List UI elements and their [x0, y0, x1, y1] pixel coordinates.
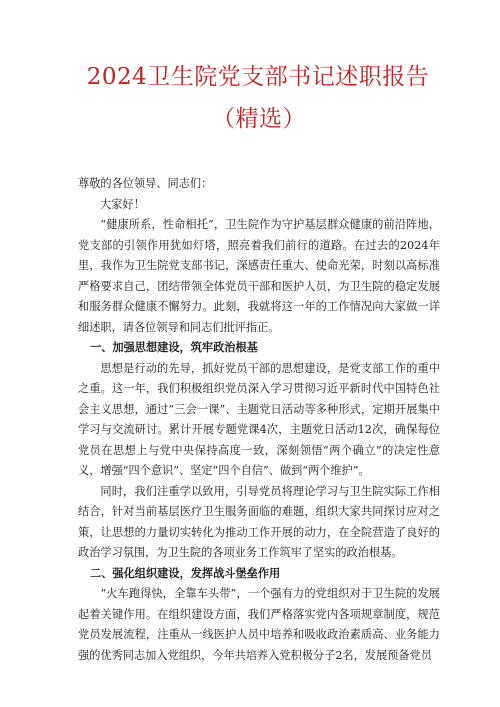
- salutation: 尊敬的各位领导、同志们：: [78, 177, 213, 190]
- document-subtitle: （精选）: [212, 106, 306, 132]
- section1-paragraph-2: 同时，我们注重学以致用，引导党员将理论学习与卫生院实际工作相结合，针对当前基层医疗卫生服务面临的难题，组织大家共同探讨应对之策，让思想的力量切实转化为推动工作开展的动力，在全院营造了良好的政治学习氛围，为卫生院的各项业务工作筑牢了坚实的政治根基。: [78, 484, 440, 559]
- section-heading-2: 二、强化组织建设，发挥战斗堡垒作用: [90, 566, 281, 580]
- section-heading-1: 一、加强思想建设，筑牢政治根基: [90, 341, 258, 354]
- document-title: 2024卫生院党支部书记述职报告: [86, 64, 430, 90]
- intro-paragraph: “健康所系，性命相托”，卫生院作为守护基层群众健康的前沿阵地，党支部的引领作用犹如灯塔，照亮着我们前行的道路。在过去的2024年里，我作为卫生院党支部书记，深感责任重大、使命光荣，时刻以高标准严格要求自己，团结带领全体党员干部和医护人员，为卫生院的稳定发展和服务群众健康不懈努力。此刻，我就将这一年的工作情况向大家做一详细述职，请各位领导和同志们批评指正。: [78, 218, 440, 334]
- section1-paragraph-1: 思想是行动的先导，抓好党员干部的思想建设，是党支部工作的重中之重。这一年，我们积极组织党员深入学习贯彻习近平新时代中国特色社会主义思想，通过“三会一课”、主题党日活动等多种形式，定期开展集中学习与交流研讨。累计开展专题党课4次，主题党日活动12次，确保每位党员在思想上与党中央保持高度一致，深刻领悟“两个确立”的决定性意义，增强“四个意识”、坚定“四个自信”、做到“两个维护”。: [78, 361, 440, 477]
- greeting: 大家好！: [100, 197, 145, 211]
- section2-paragraph-1: “火车跑得快，全靠车头带”，一个强有力的党组织对于卫生院的发展起着关键作用。在组织建设方面，我们严格落实党内各项规章制度，规范党员发展流程，注重从一线医护人员中培养和吸收政治素质高、业务能力强的优秀同志加入党组织，今年共培养入党积极分子2名，发展预备党员: [78, 587, 440, 662]
